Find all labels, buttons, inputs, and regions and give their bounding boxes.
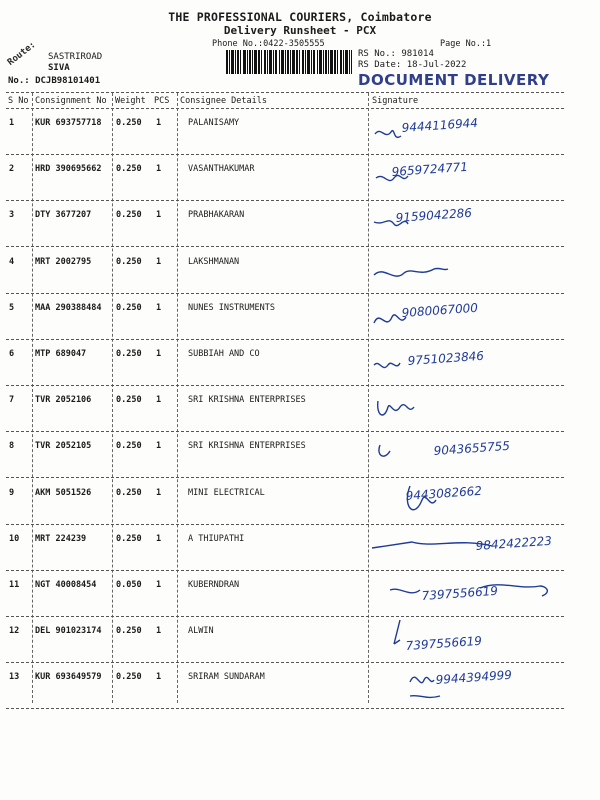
row-weight: 0.250 (116, 349, 142, 359)
row-sno: 7 (9, 395, 15, 406)
divider (32, 93, 33, 703)
row-sno: 2 (9, 164, 15, 175)
row-consignee: MINI ELECTRICAL (188, 487, 265, 498)
divider (177, 93, 178, 703)
row-consignee: SRI KRISHNA ENTERPRISES (188, 395, 306, 406)
row-consignment: TVR 2052105 (35, 441, 92, 452)
row-pcs: 1 (156, 487, 162, 498)
signature (366, 478, 566, 522)
runsheet-subtitle: Delivery Runsheet - PCX (223, 24, 377, 37)
row-weight: 0.250 (116, 626, 142, 637)
row-weight: 0.250 (116, 395, 142, 406)
signature-scribble (378, 401, 414, 415)
phone-number: Phone No.:0422-3505555 (212, 39, 325, 49)
row-pcs: 1 (156, 349, 162, 359)
signature (366, 570, 566, 614)
divider (112, 93, 113, 703)
row-pcs: 1 (156, 533, 162, 544)
row-pcs: 1 (156, 302, 162, 313)
row-pcs: 1 (156, 441, 162, 452)
row-consignment: NGT 40008454 (35, 580, 97, 590)
row-sno: 12 (9, 626, 20, 637)
row-weight: 0.250 (116, 256, 142, 267)
row-consignment: HRD 390695662 (35, 164, 102, 175)
row-weight: 0.250 (116, 672, 142, 683)
row-consignment: MRT 2002795 (35, 256, 92, 267)
col-pcs: PCS (154, 96, 170, 106)
signature (366, 385, 566, 429)
row-consignee: KUBERNDRAN (188, 580, 240, 590)
row-weight: 0.250 (116, 164, 142, 175)
header-top-rule (6, 92, 564, 93)
row-consignment: KUR 693757718 (35, 118, 102, 128)
row-weight: 0.250 (116, 210, 142, 221)
rs-number: RS No.: 981014 (358, 49, 434, 59)
row-consignee: PALANISAMY (188, 118, 240, 128)
signature-scribble (374, 363, 400, 368)
row-consignment: MRT 224239 (35, 533, 87, 544)
row-consignment: MAA 290388484 (35, 302, 102, 313)
row-sno: 13 (9, 672, 20, 683)
signature (366, 431, 566, 475)
signature-phone: 9842422223 (475, 533, 553, 553)
row-weight: 0.250 (116, 533, 142, 544)
page-number: Page No.:1 (440, 39, 492, 49)
signature-phone: 9043655755 (433, 439, 511, 459)
row-consignment: DEL 901023174 (35, 626, 102, 637)
signature (366, 200, 566, 244)
signature (366, 524, 566, 568)
row-consignee: SRIRAM SUNDARAM (188, 672, 265, 683)
row-consignee: LAKSHMANAN (188, 256, 240, 267)
route-label: Route: (6, 39, 38, 68)
row-pcs: 1 (156, 672, 162, 683)
signature-phone: 7397556619 (405, 633, 483, 654)
row-sno: 3 (9, 210, 15, 221)
row-consignee: A THIUPATHI (188, 533, 245, 544)
signature (366, 108, 566, 152)
row-sno: 4 (9, 256, 15, 267)
row-pcs: 1 (156, 626, 162, 637)
company-title: THE PROFESSIONAL COURIERS, Coimbatore (168, 10, 432, 24)
col-sno: S No (8, 96, 29, 106)
row-weight: 0.250 (116, 302, 142, 313)
row-pcs: 1 (156, 164, 162, 175)
row-rule (6, 708, 564, 709)
row-consignment: TVR 2052106 (35, 395, 92, 406)
row-consignee: SRI KRISHNA ENTERPRISES (188, 441, 306, 452)
row-weight: 0.250 (116, 441, 142, 452)
row-consignee: PRABHAKARAN (188, 210, 245, 221)
row-weight: 0.250 (116, 118, 142, 128)
row-sno: 9 (9, 487, 15, 498)
signature (366, 662, 566, 706)
col-weight: Weight (115, 96, 146, 106)
signature-scribble (375, 131, 401, 138)
signature-scribble (379, 445, 390, 456)
row-consignee: VASANTHAKUMAR (188, 164, 255, 175)
row-consignee: ALWIN (188, 626, 214, 637)
dc-number: No.: DCJB98101401 (8, 76, 101, 86)
col-signature: Signature (372, 96, 419, 106)
route-value: SASTRIROAD (48, 52, 103, 62)
signature-phone: 9944394999 (435, 668, 513, 688)
row-consignee: NUNES INSTRUMENTS (188, 302, 275, 313)
signature-phone: 9443082662 (405, 483, 483, 503)
row-sno: 10 (9, 533, 20, 544)
row-pcs: 1 (156, 210, 162, 221)
row-consignment: DTY 3677207 (35, 210, 92, 221)
signature-scribble (374, 268, 448, 276)
signature (366, 616, 566, 660)
signature-phone: 9751023846 (407, 348, 485, 368)
barcode (226, 50, 352, 74)
row-sno: 8 (9, 441, 15, 452)
row-consignment: KUR 693649579 (35, 672, 102, 683)
row-sno: 6 (9, 349, 15, 359)
signature-scribble (372, 542, 492, 548)
document-delivery-stamp: DOCUMENT DELIVERY (358, 71, 550, 89)
signature (366, 154, 566, 198)
signature (366, 247, 566, 291)
rs-date: RS Date: 18-Jul-2022 (358, 60, 467, 70)
row-consignment: MTP 689047 (35, 349, 87, 359)
signature-phone: 7397556619 (421, 583, 499, 603)
row-sno: 5 (9, 302, 15, 313)
signature-phone: 9159042286 (395, 206, 473, 226)
col-consignment: Consignment No (35, 96, 107, 106)
signature (366, 293, 566, 337)
row-pcs: 1 (156, 395, 162, 406)
row-weight: 0.250 (116, 487, 142, 498)
signature-phone: 9444116944 (401, 115, 479, 135)
row-sno: 1 (9, 118, 15, 128)
signature-phone: 9080067000 (401, 300, 479, 320)
row-consignment: AKM 5051526 (35, 487, 92, 498)
runner-name: SIVA (48, 63, 70, 73)
row-pcs: 1 (156, 580, 162, 590)
col-consignee: Consignee Details (180, 96, 267, 106)
row-pcs: 1 (156, 256, 162, 267)
signature-phone: 9659724771 (391, 159, 469, 180)
signature (366, 339, 566, 383)
row-consignee: SUBBIAH AND CO (188, 349, 260, 359)
row-pcs: 1 (156, 118, 162, 128)
row-weight: 0.050 (116, 580, 142, 590)
signature-scribble (394, 620, 400, 644)
row-sno: 11 (9, 580, 20, 590)
